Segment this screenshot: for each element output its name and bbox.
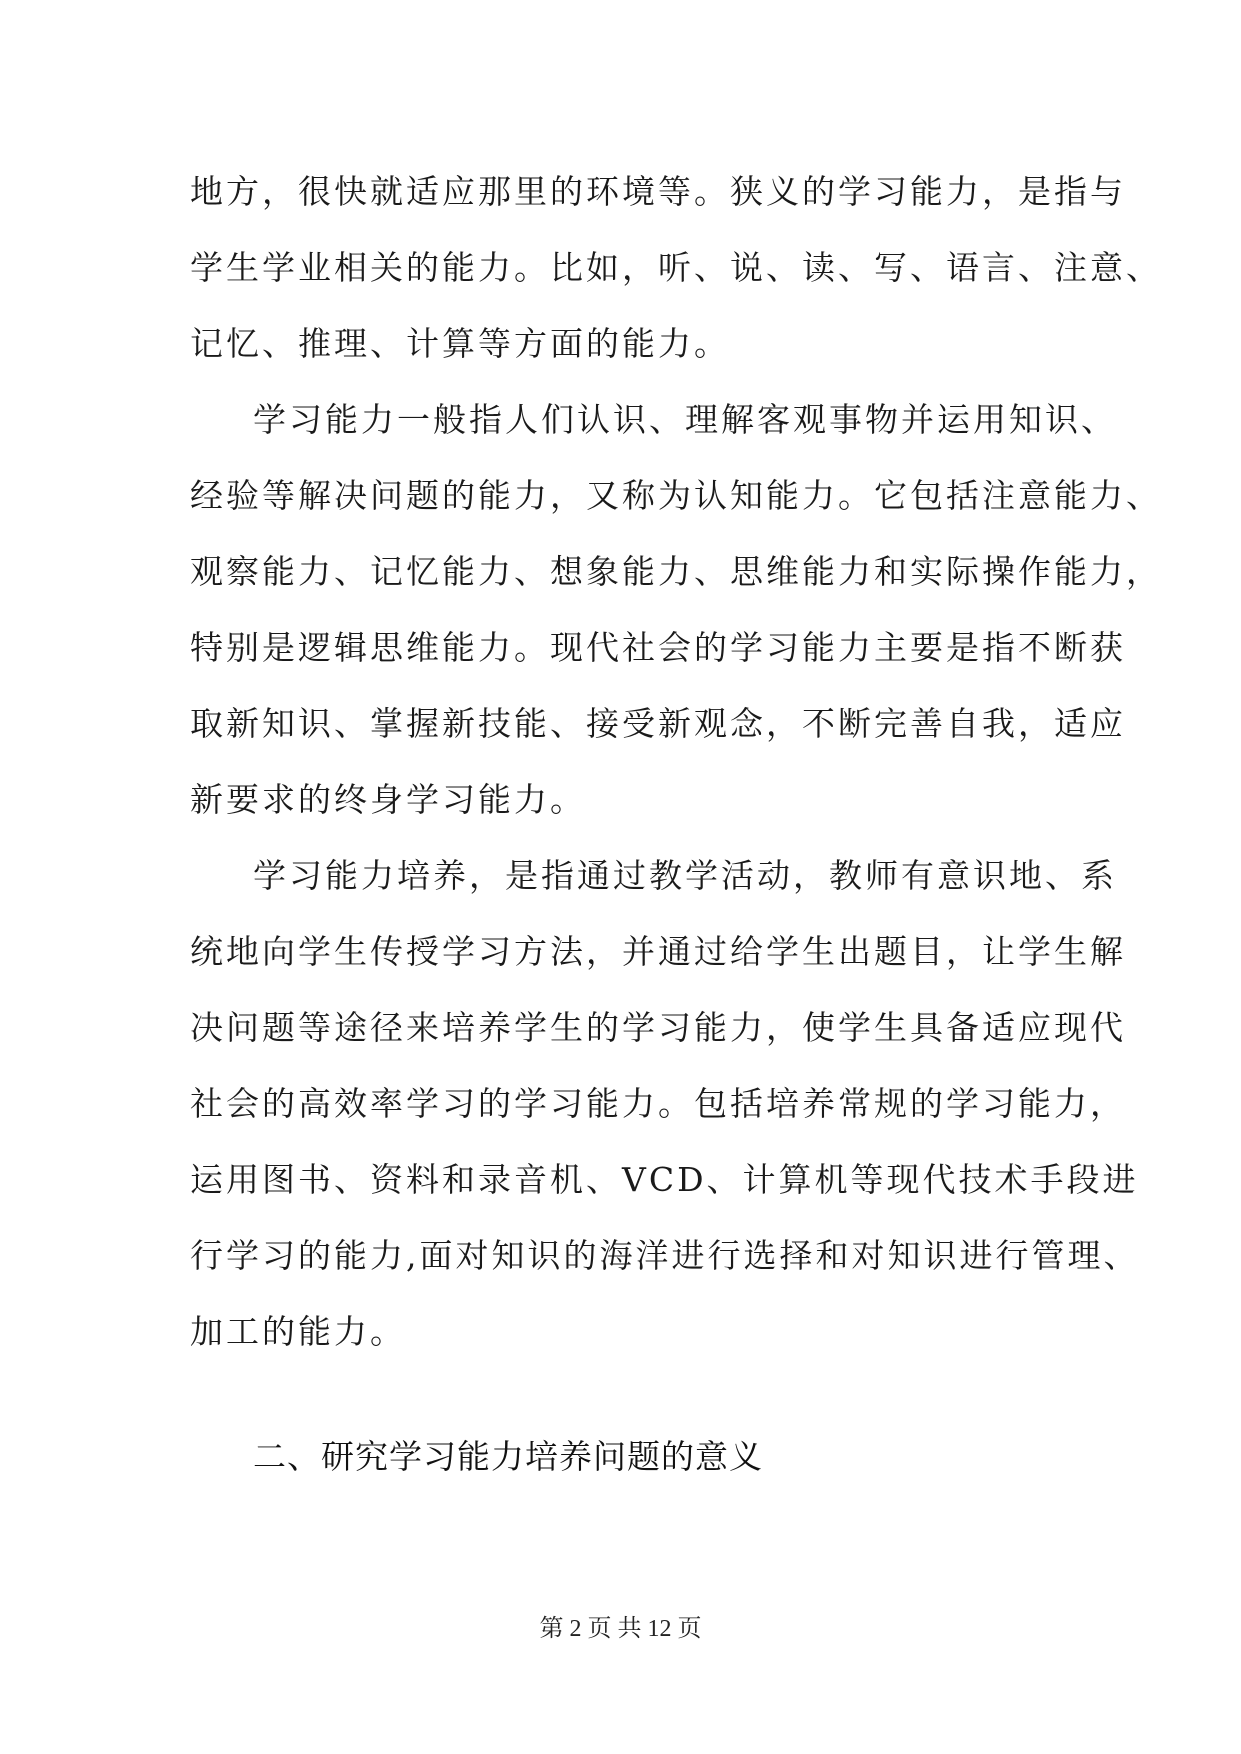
paragraph-line: 学习能力一般指人们认识、理解客观事物并运用知识、 [253,400,1117,439]
paragraph-line: 新要求的终身学习能力。 [190,780,586,819]
section-heading: 二、研究学习能力培养问题的意义 [253,1437,763,1476]
paragraph-line: 运用图书、资料和录音机、VCD、计算机等现代技术手段进 [190,1160,1139,1199]
paragraph-line: 加工的能力。 [190,1312,406,1351]
paragraph-line: 经验等解决问题的能力，又称为认知能力。它包括注意能力、 [190,476,1162,515]
paragraph-line: 观察能力、记忆能力、想象能力、思维能力和实际操作能力， [190,552,1162,591]
paragraph-line: 学习能力培养，是指通过教学活动，教师有意识地、系 [253,856,1117,895]
paragraph-line: 特别是逻辑思维能力。现代社会的学习能力主要是指不断获 [190,628,1126,667]
paragraph-line: 行学习的能力,面对知识的海洋进行选择和对知识进行管理、 [190,1236,1140,1275]
paragraph-line: 统地向学生传授学习方法，并通过给学生出题目，让学生解 [190,932,1126,971]
paragraph-line: 取新知识、掌握新技能、接受新观念，不断完善自我，适应 [190,704,1126,743]
paragraph-line: 学生学业相关的能力。比如，听、说、读、写、语言、注意、 [190,248,1162,287]
page-footer: 第 2 页 共 12 页 [539,1616,702,1642]
paragraph-line: 决问题等途径来培养学生的学习能力，使学生具备适应现代 [190,1008,1126,1047]
paragraph-line: 记忆、推理、计算等方面的能力。 [190,324,730,363]
paragraph-line: 社会的高效率学习的学习能力。包括培养常规的学习能力， [190,1084,1126,1123]
paragraph-line: 地方，很快就适应那里的环境等。狭义的学习能力，是指与 [190,172,1126,211]
